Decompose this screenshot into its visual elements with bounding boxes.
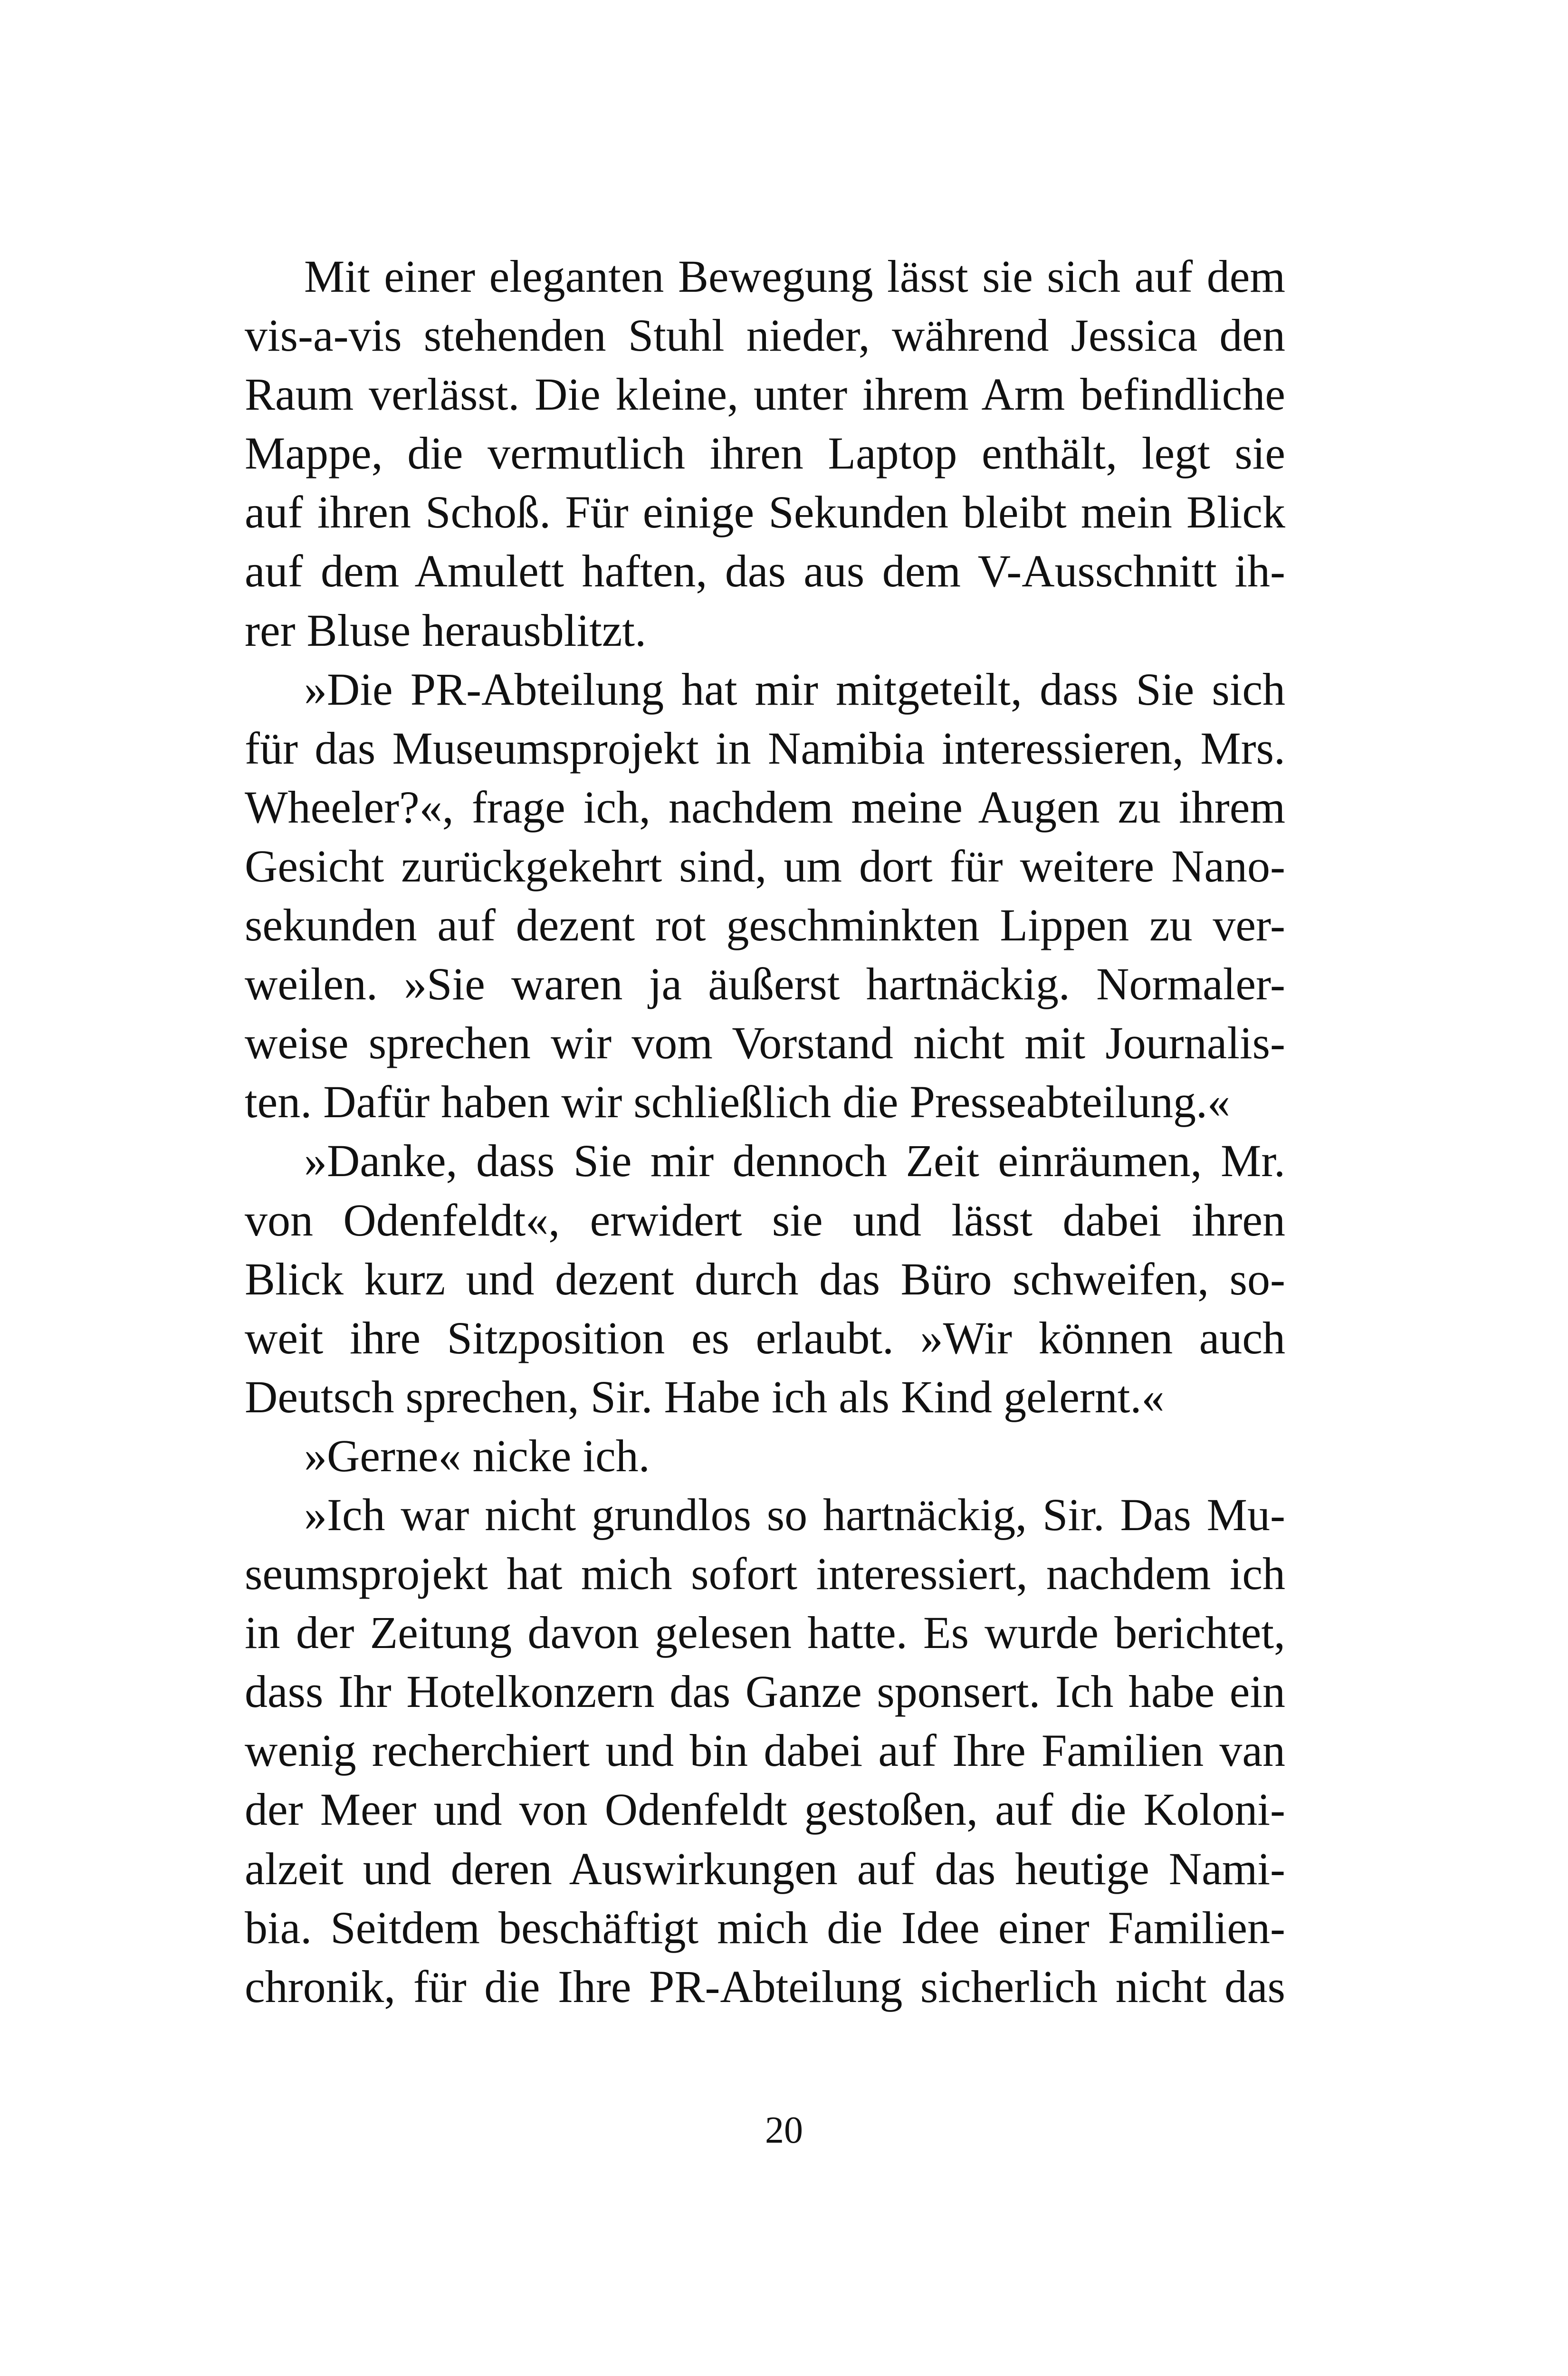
text-line: »Danke, dass Sie mir dennoch Zeit einräumen, Mr. bbox=[304, 1135, 1285, 1187]
text-line: Gesicht zurückgekehrt sind, um dort für weitere Nano- bbox=[245, 840, 1285, 891]
page-number: 20 bbox=[765, 2109, 803, 2151]
text-line: ten. Dafür haben wir schließlich die Presseabteilung.« bbox=[245, 1076, 1231, 1128]
text-line: Mappe, die vermutlich ihren Laptop enthält, legt sie bbox=[245, 428, 1285, 479]
text-line: alzeit und deren Auswirkungen auf das heutige Nami- bbox=[245, 1843, 1285, 1894]
text-line: weise sprechen wir vom Vorstand nicht mit Journalis- bbox=[245, 1017, 1285, 1069]
text-line: sekunden auf dezent rot geschminkten Lippen zu ver- bbox=[245, 900, 1285, 951]
paragraph-2 bbox=[245, 660, 1285, 1132]
text-line: für das Museumsprojekt in Namibia interessieren, Mrs. bbox=[245, 722, 1285, 774]
text-line: »Die PR-Abteilung hat mir mitgeteilt, dass Sie sich bbox=[304, 663, 1285, 715]
text-line: Wheeler?«, frage ich, nachdem meine Augen zu ihrem bbox=[245, 781, 1285, 833]
text-line: weilen. »Sie waren ja äußerst hartnäckig. Normaler- bbox=[245, 958, 1285, 1010]
text-line: wenig recherchiert und bin dabei auf Ihre Familien van bbox=[245, 1725, 1285, 1776]
paragraph-3 bbox=[245, 1131, 1285, 1426]
text-line: auf dem Amulett haften, das aus dem V-Ausschnitt ih- bbox=[245, 546, 1285, 597]
text-line: Blick kurz und dezent durch das Büro schweifen, so- bbox=[245, 1253, 1285, 1304]
text-line: Raum verlässt. Die kleine, unter ihrem Arm befindliche bbox=[245, 369, 1285, 420]
paragraph-4 bbox=[245, 1427, 1285, 1485]
text-line: von Odenfeldt«, erwidert sie und lässt dabei ihren bbox=[245, 1194, 1285, 1245]
paragraph-5 bbox=[245, 1485, 1285, 2016]
text-line: der Meer und von Odenfeldt gestoßen, auf die Koloni- bbox=[245, 1784, 1285, 1835]
text-line: dass Ihr Hotelkonzern das Ganze sponsert. Ich habe ein bbox=[245, 1666, 1285, 1717]
text-line: bia. Seitdem beschäftigt mich die Idee einer Familien- bbox=[245, 1902, 1285, 1953]
text-line: weit ihre Sitzposition es erlaubt. »Wir können auch bbox=[245, 1312, 1285, 1363]
text-line: »Ich war nicht grundlos so hartnäckig, Sir. Das Mu- bbox=[304, 1489, 1285, 1540]
text-line: »Gerne« nicke ich. bbox=[304, 1430, 650, 1481]
body-text bbox=[245, 247, 1285, 2016]
text-line: chronik, für die Ihre PR-Abteilung sicherlich nicht das bbox=[245, 1961, 1285, 2012]
text-line: Deutsch sprechen, Sir. Habe ich als Kind gelernt.« bbox=[245, 1371, 1165, 1422]
text-line: vis-a-vis stehenden Stuhl nieder, während Jessica den bbox=[245, 310, 1285, 361]
text-line: rer Bluse herausblitzt. bbox=[245, 604, 647, 656]
text-line: Mit einer eleganten Bewegung lässt sie sich auf dem bbox=[304, 251, 1285, 302]
text-line: auf ihren Schoß. Für einige Sekunden bleibt mein Blick bbox=[245, 487, 1285, 538]
text-line: in der Zeitung davon gelesen hatte. Es wurde berichtet, bbox=[245, 1607, 1285, 1658]
text-line: seumsprojekt hat mich sofort interessiert, nachdem ich bbox=[245, 1548, 1285, 1600]
paragraph-1 bbox=[245, 247, 1285, 660]
